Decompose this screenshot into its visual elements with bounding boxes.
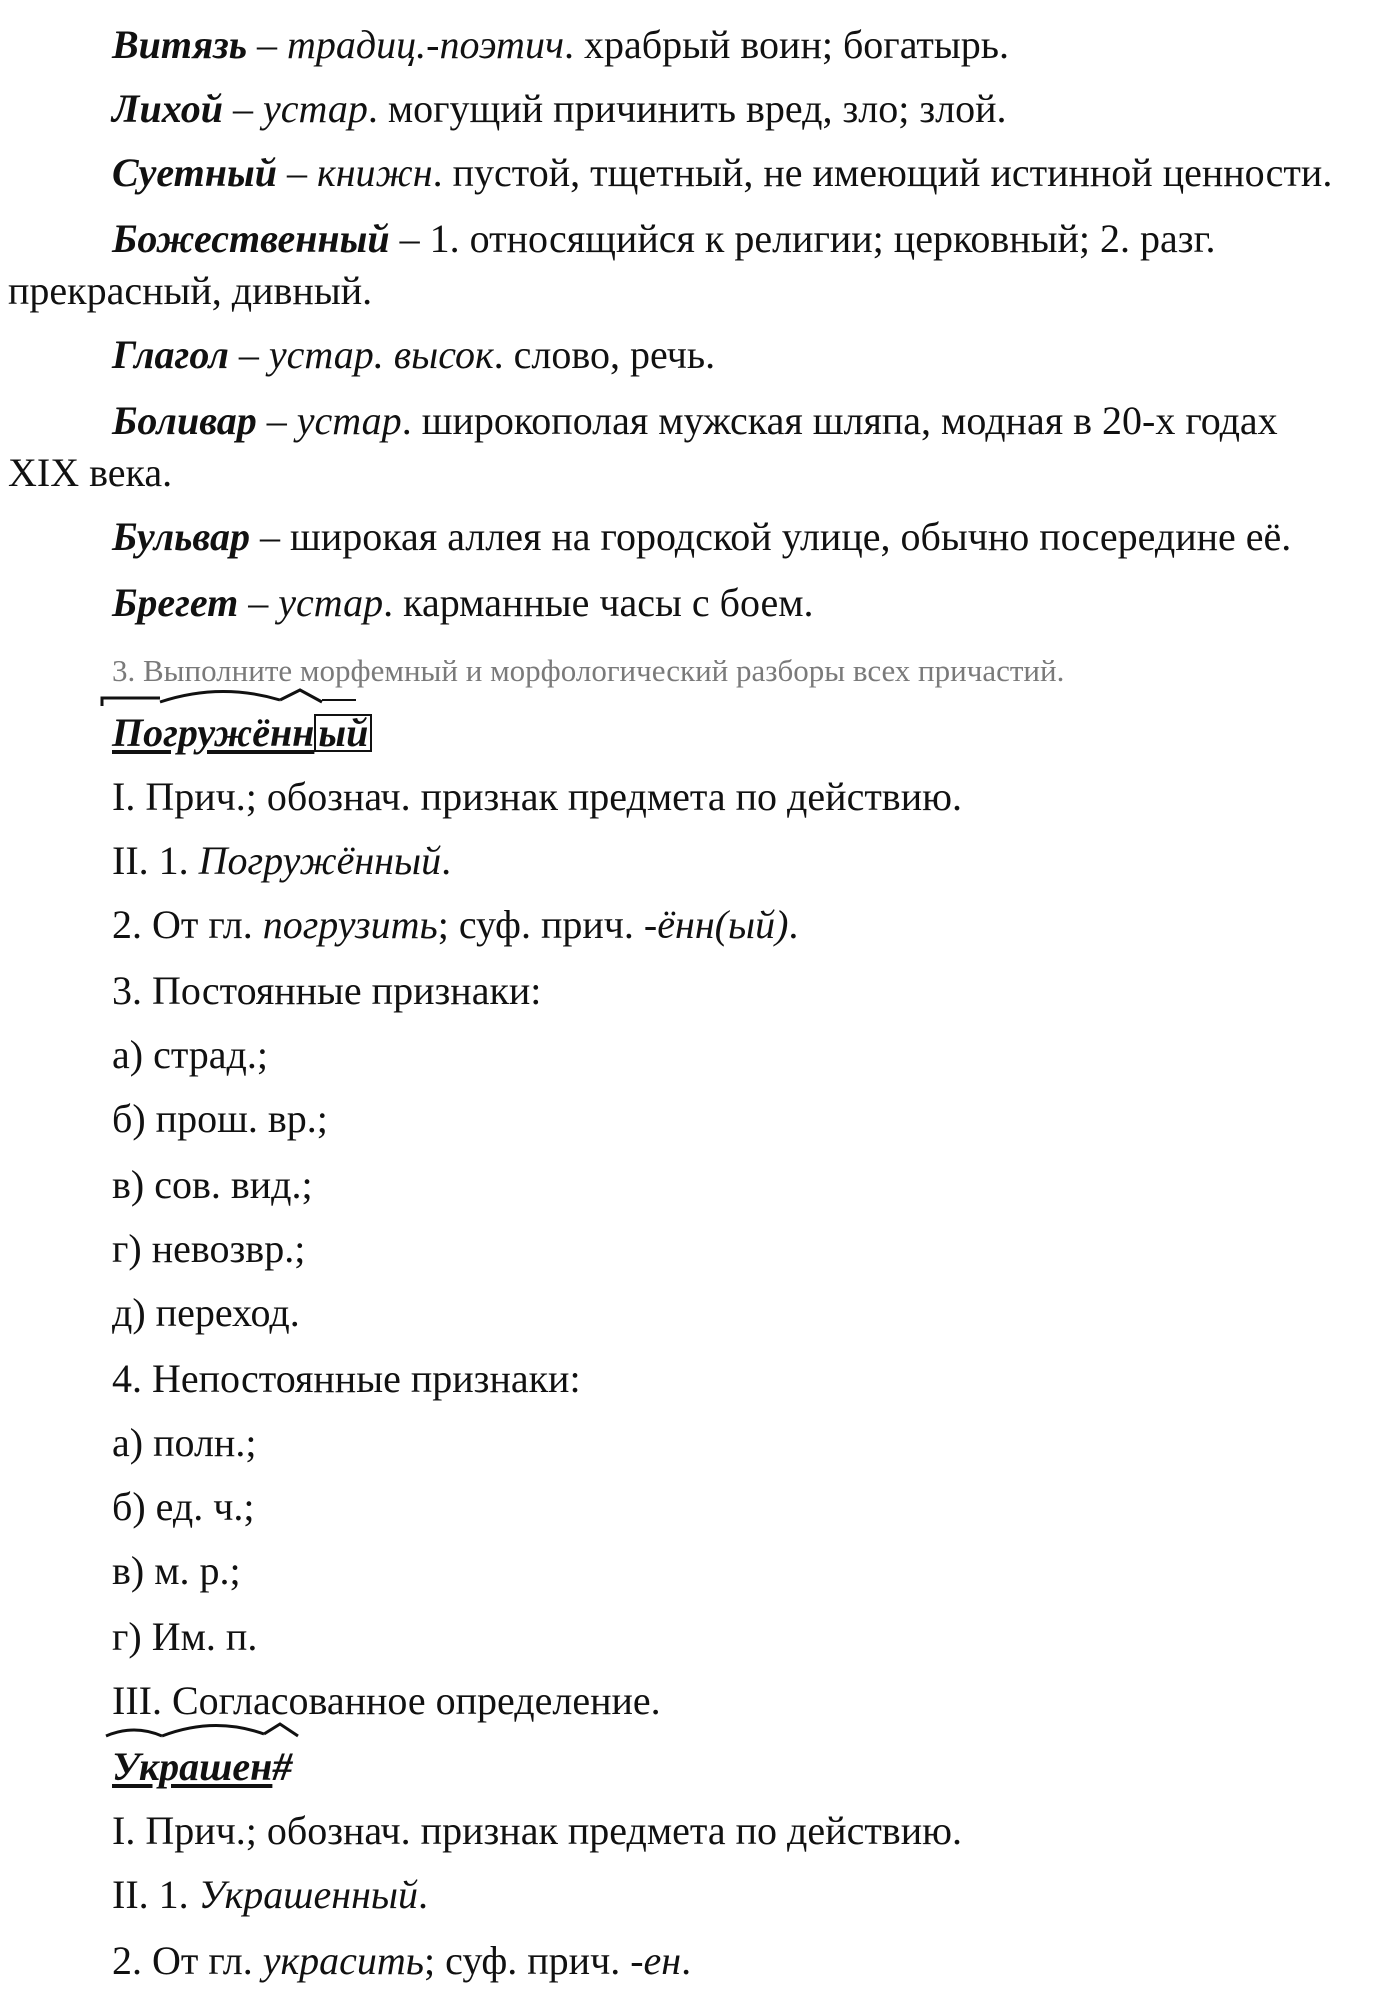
glossary-entry: Глагол – устар. высок. слово, речь.: [112, 332, 716, 377]
glossary-entry-continuation: прекрасный, дивный.: [8, 268, 373, 313]
analysis-line: 2. От гл. украсить; суф. прич. -ен.: [112, 1938, 692, 1983]
suffix-mark: [264, 1724, 298, 1736]
glossary-term: Глагол: [112, 332, 229, 377]
word-ending-box: ый: [314, 714, 372, 752]
glossary-term: Боливар: [112, 398, 257, 443]
suffix-mark: [280, 690, 322, 702]
analysis-line: д) переход.: [112, 1290, 300, 1335]
glossary-term: Лихой: [112, 86, 223, 131]
glossary-entry: Боливар – устар. широкополая мужская шляпа, модная в 20-х годах: [112, 398, 1278, 443]
analysis-line: I. Прич.; обознач. признак предмета по действию.: [112, 774, 962, 819]
glossary-term: Божественный: [112, 216, 390, 261]
glossary-entry: Божественный – 1. относящийся к религии; церковный; 2. разг.: [112, 216, 1216, 261]
glossary-entry: Бульвар – широкая аллея на городской улице, обычно посередине её.: [112, 514, 1292, 559]
analysis-line: б) прош. вр.;: [112, 1096, 328, 1141]
root-arc: [160, 691, 280, 702]
morpheme-marks-1: [100, 688, 400, 728]
analysis-line: III. Согласованное определение.: [112, 1678, 661, 1723]
word-stem: Украшен: [112, 1744, 273, 1789]
glossary-entry: Витязь – традиц.-поэтич. храбрый воин; богатырь.: [112, 22, 1010, 67]
task-heading: 3. Выполните морфемный и морфологический разборы всех причастий.: [112, 653, 1065, 688]
analysis-line: 2. От гл. погрузить; суф. прич. -ённ(ый).: [112, 902, 799, 947]
glossary-term: Бульвар: [112, 514, 251, 559]
prefix-arc: [106, 1730, 162, 1736]
analysis-line: а) полн.;: [112, 1420, 257, 1465]
morpheme-marks-2: [104, 1722, 324, 1762]
analysis-line: 4. Непостоянные признаки:: [112, 1356, 581, 1401]
word-stem: Погружённ: [112, 710, 315, 755]
analysis-line: I. Прич.; обознач. признак предмета по действию.: [112, 1808, 962, 1853]
glossary-entry: Суетный – книжн. пустой, тщетный, не имеющий истинной ценности.: [112, 150, 1333, 195]
analysis-line: а) страд.;: [112, 1032, 269, 1077]
glossary-term: Брегет: [112, 580, 239, 625]
analysis-line: в) м. р.;: [112, 1548, 241, 1593]
analysis-line: II. 1. Украшенный.: [112, 1872, 428, 1917]
glossary-entry: Брегет – устар. карманные часы с боем.: [112, 580, 814, 625]
analysis-line: II. 1. Погружённый.: [112, 838, 452, 883]
prefix-mark: [102, 698, 160, 706]
glossary-entry-continuation: XIX века.: [8, 450, 173, 495]
glossary-term: Суетный: [112, 150, 277, 195]
analysis-line: г) невозвр.;: [112, 1226, 306, 1271]
glossary-term: Витязь: [112, 22, 248, 67]
word-ending: #: [272, 1744, 293, 1789]
analysis-line: в) сов. вид.;: [112, 1162, 313, 1207]
root-arc: [162, 1725, 264, 1736]
analysis-line: 3. Постоянные признаки:: [112, 968, 542, 1013]
glossary-entry: Лихой – устар. могущий причинить вред, зло; злой.: [112, 86, 1007, 131]
analysis-line: б) ед. ч.;: [112, 1484, 255, 1529]
analysis-line: г) Им. п.: [112, 1614, 258, 1659]
